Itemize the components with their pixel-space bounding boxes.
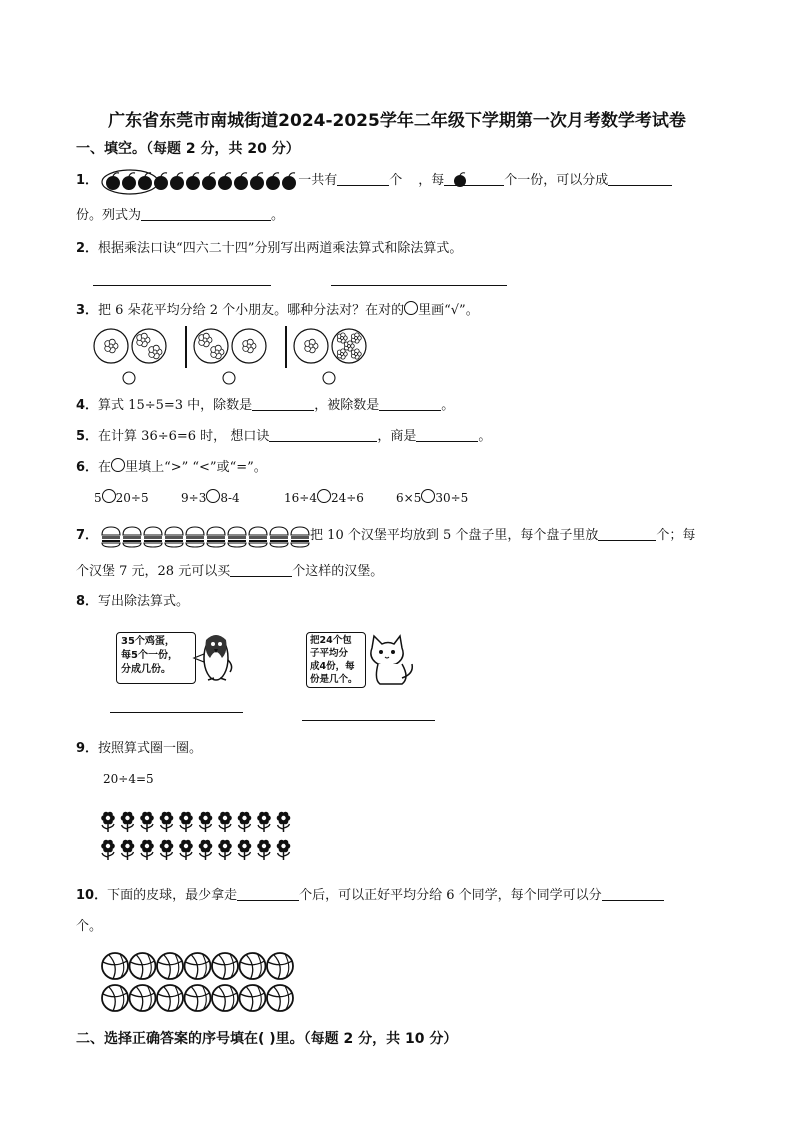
- ball-icon: [185, 953, 211, 979]
- question-3: 3．把 6 朵花平均分给 2 个小朋友。哪种分法对？在对的 里画“√”。: [76, 303, 479, 318]
- question-10-line2: 个。: [76, 919, 103, 934]
- section-header-2: 二、选择正确答案的序号填在( )里。（每题 2 分，共 10 分）: [76, 1031, 458, 1047]
- apple-icon: [282, 173, 296, 190]
- answer-blank[interactable]: [269, 427, 377, 442]
- answer-blank[interactable]: [602, 886, 664, 901]
- ball-icon: [212, 985, 238, 1011]
- question-1-line2: 份。列式为 。: [76, 208, 285, 223]
- apple-icon: [106, 173, 120, 190]
- question-9: 9．按照算式圈一圈。: [76, 741, 203, 756]
- ball-icon: [102, 953, 128, 979]
- answer-line[interactable]: [331, 285, 507, 286]
- question-7-line2: 个汉堡 7 元，28 元可以买 个这样的汉堡。: [76, 564, 384, 579]
- burger-icon: [102, 527, 120, 547]
- circle-icon: [111, 458, 125, 472]
- burger-icon: [123, 527, 141, 547]
- ball-icon: [157, 953, 183, 979]
- compare-item: 9÷3 8-4: [181, 491, 240, 505]
- flower-icon: [199, 812, 213, 832]
- flower-icon: [121, 812, 135, 832]
- question-10: 10．下面的皮球，最少拿走 个后，可以正好平均分给 6 个同学，每个同学可以分: [76, 886, 664, 905]
- answer-blank[interactable]: [598, 526, 656, 541]
- compare-item: 5 20÷5: [94, 491, 149, 505]
- answer-blank[interactable]: [237, 886, 299, 901]
- flower-icon: [160, 840, 174, 860]
- flower-icon: [238, 812, 252, 832]
- ball-icon: [212, 953, 238, 979]
- answer-circle[interactable]: [123, 372, 135, 384]
- burger-icon: [249, 527, 267, 547]
- apple-icon: [266, 173, 280, 190]
- flower-icon: [140, 812, 154, 832]
- burger-icon: [186, 527, 204, 547]
- flower-icon: [257, 812, 271, 832]
- compare-item: 16÷4 24÷6: [284, 491, 364, 505]
- answer-blank[interactable]: [141, 206, 271, 221]
- q9-flowers: [100, 808, 300, 864]
- question-4: 4．算式 15÷5=3 中，除数是 ，被除数是 。: [76, 398, 455, 413]
- answer-blank[interactable]: [230, 562, 292, 577]
- burger-icon: [165, 527, 183, 547]
- q7-burgers: [101, 524, 313, 548]
- flower-icon: [160, 812, 174, 832]
- answer-circle[interactable]: [323, 372, 335, 384]
- q3-flower-groups: [92, 326, 372, 388]
- flower-icon: [277, 812, 291, 832]
- apple-icon: [170, 173, 184, 190]
- answer-blank[interactable]: [379, 396, 441, 411]
- burger-icon: [207, 527, 225, 547]
- flower-icon: [179, 840, 193, 860]
- penguin-icon: [192, 628, 236, 684]
- ball-icon: [185, 985, 211, 1011]
- apple-icon: [218, 173, 232, 190]
- flower-icon: [140, 840, 154, 860]
- ball-icon: [240, 985, 266, 1011]
- ball-icon: [157, 985, 183, 1011]
- ball-icon: [267, 953, 293, 979]
- flower-icon: [277, 840, 291, 860]
- flower-icon: [238, 840, 252, 860]
- compare-item: 6×5 30÷5: [396, 491, 469, 505]
- formula: 20÷4=5: [103, 772, 154, 786]
- answer-blank[interactable]: [337, 171, 389, 186]
- flower-icon: [101, 812, 115, 832]
- flower-icon: [218, 812, 232, 832]
- flower-icon: [101, 840, 115, 860]
- q10-balls: [100, 950, 300, 1016]
- burger-icon: [144, 527, 162, 547]
- apple-icon: [452, 172, 468, 188]
- question-5: 5．在计算 36÷6=6 时， 想口诀 ，商是 。: [76, 429, 492, 444]
- ball-icon: [267, 985, 293, 1011]
- plate: [132, 329, 166, 363]
- flower-icon: [179, 812, 193, 832]
- circle-icon: [404, 301, 418, 315]
- question-7: 7． 把 10 个汉堡平均放到 5 个盘子里，每个盘子里放 个；每: [76, 528, 696, 543]
- answer-line[interactable]: [110, 712, 243, 713]
- apple-icon: [122, 173, 136, 190]
- flower-icon: [218, 840, 232, 860]
- answer-blank[interactable]: [608, 171, 672, 186]
- apple-icon: [154, 173, 168, 190]
- answer-blank[interactable]: [252, 396, 314, 411]
- apple-icon: [250, 173, 264, 190]
- cat-icon: [366, 634, 416, 688]
- ball-icon: [130, 985, 156, 1011]
- apple-icon: [234, 173, 248, 190]
- compare-circle[interactable]: [421, 489, 435, 503]
- answer-blank[interactable]: [416, 427, 478, 442]
- speech-bubble-eggs: 35个鸡蛋， 每5个一份， 分成几份。: [116, 632, 196, 684]
- compare-circle[interactable]: [206, 489, 220, 503]
- compare-circle[interactable]: [102, 489, 116, 503]
- flower-icon: [199, 840, 213, 860]
- answer-line[interactable]: [302, 720, 435, 721]
- compare-circle[interactable]: [317, 489, 331, 503]
- burger-icon: [228, 527, 246, 547]
- question-6: 6．在 里填上“>” “<”或“=”。: [76, 460, 267, 475]
- answer-line[interactable]: [93, 285, 271, 286]
- question-number: 1．: [76, 173, 99, 188]
- ball-icon: [102, 985, 128, 1011]
- ball-icon: [240, 953, 266, 979]
- ball-icon: [130, 953, 156, 979]
- burger-icon: [291, 527, 309, 547]
- flower-icon: [121, 840, 135, 860]
- speech-bubble-buns: 把24个包 子平均分 成4份，每 份是几个。: [306, 632, 366, 688]
- question-2: 2．根据乘法口诀“四六二十四”分别写出两道乘法算式和除法算式。: [76, 241, 463, 256]
- apple-icon: [186, 173, 200, 190]
- page-title: 广东省东莞市南城街道2024-2025学年二年级下学期第一次月考数学考试卷: [108, 111, 686, 131]
- q1-apples: [100, 168, 310, 194]
- burger-icon: [270, 527, 288, 547]
- question-8: 8．写出除法算式。: [76, 594, 190, 609]
- answer-circle[interactable]: [223, 372, 235, 384]
- apple-icon: [202, 173, 216, 190]
- flower-icon: [257, 840, 271, 860]
- apple-icon: [138, 173, 152, 190]
- plate: [194, 329, 228, 363]
- question-1: 1． 一共有 个 ，每 个一份，可以分成: [76, 171, 672, 190]
- section-header-1: 一、填空。（每题 2 分，共 20 分）: [76, 141, 300, 157]
